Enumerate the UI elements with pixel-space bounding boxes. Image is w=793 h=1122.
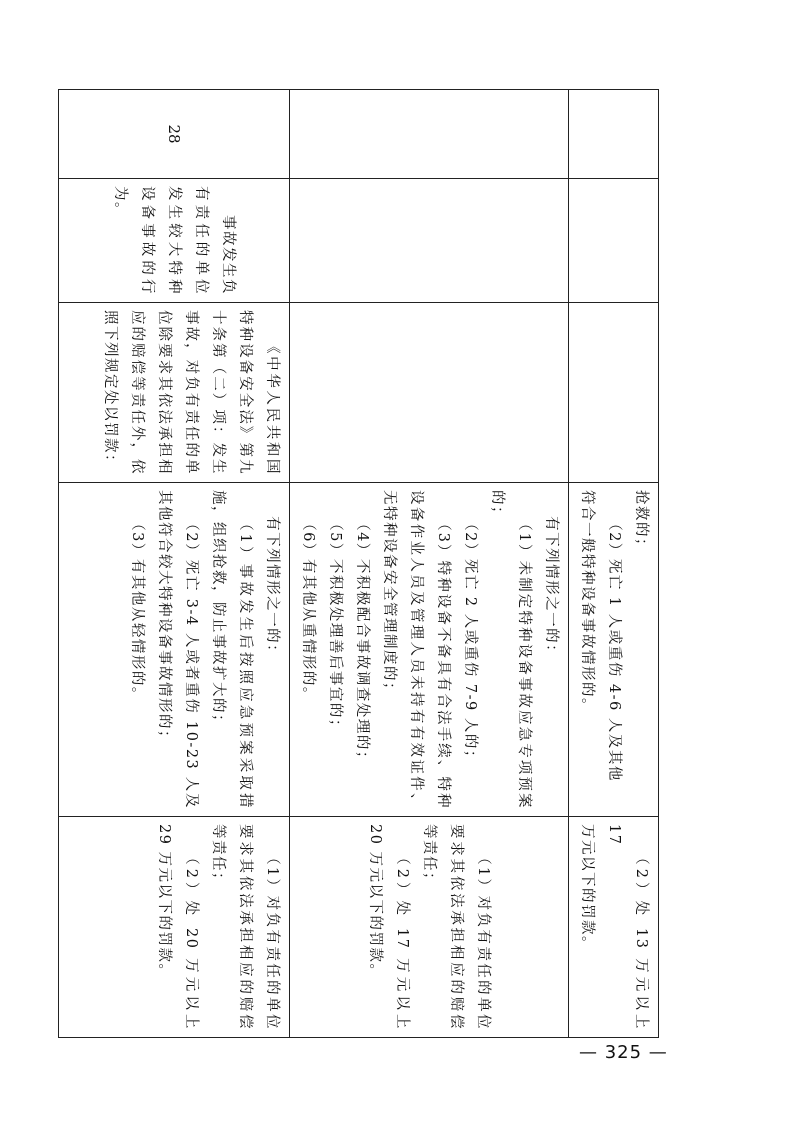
situation-line: （2）死亡 3-4 人或者重伤 10-23 人及其他符合较大特种设备事故情形的； [156,490,199,809]
penalty-cell [59,817,290,1038]
penalty-line: （2）处 17 万元以上 20 万元以下的罚款。 [367,824,411,1030]
situation-line: 有下列情形之一的： [264,516,280,661]
situation-line: （1）未制定特种设备事故应急专项预案的； [489,490,532,809]
situation-line: （3）特种设备不备具有合法手续、特种设备作业人员及管理人员未持有有效证件、无特种设备安全管理制度的； [381,490,451,809]
legal-basis-cell [569,303,659,483]
legal-basis-cell [290,303,569,483]
rotated-table-frame [97,89,659,1037]
situation-line: （2）死亡 2 人或重伤 7-9 人的； [462,516,478,766]
row-number-cell [569,90,659,179]
table-row [569,90,659,1038]
situation-line: 有下列情形之一的： [543,516,559,661]
row-number-cell: 28 [59,90,290,179]
violation-behavior-cell [569,179,659,303]
table-container [97,89,659,1037]
table-row [290,90,569,1038]
violation-behavior-cell: 事故发生负有责任的单位发生较大特种设备事故的行为。 [59,179,290,303]
situation-line: （3）有其他从轻情形的。 [129,516,145,703]
situation-cell [569,483,659,817]
situation-line: （4）不积极配合事故调查处理的； [354,516,370,767]
penalty-line: （2）处 20 万元以上 29 万元以下的罚款。 [156,824,199,1030]
situation-line: 符合一般特种设备事故情形的。 [579,490,595,714]
penalty-cell [290,817,569,1038]
situation-line: （1）事故发生后按照应急预案采取措施，组织抢救，防止事故扩大的； [210,490,253,809]
violation-behavior-cell [290,179,569,303]
situation-line: （2）死亡 1 人或重伤 4-6 人及其他 [606,516,622,782]
penalty-line: （2）处 13 万元以上 17 [606,824,649,1030]
situation-cell [59,483,290,817]
penalty-standard-table [58,89,659,1038]
penalty-line: 万元以下的罚款。 [579,824,595,952]
situation-line: 抢救的； [633,490,649,554]
row-number-cell [290,90,569,179]
penalty-line: （1）对负有责任的单位要求其依法承担相应的赔偿等责任； [210,824,280,1030]
page-number: — 325 — [579,1042,668,1063]
table-row [59,90,290,1038]
legal-basis-cell: 《中华人民共和国特种设备安全法》第九十条第（二）项：发生事故，对负有责任的单位除要求其依法承担相应的赔偿等责任外，依照下列规定处以罚款： [59,303,290,483]
penalty-line: （1）对负有责任的单位要求其依法承担相应的赔偿等责任； [421,824,492,1030]
situation-line: （5）不积极处理善后事宜的； [327,516,343,735]
penalty-cell [569,817,659,1038]
situation-cell [290,483,569,817]
situation-line: （6）有其他从重情形的。 [300,516,316,703]
